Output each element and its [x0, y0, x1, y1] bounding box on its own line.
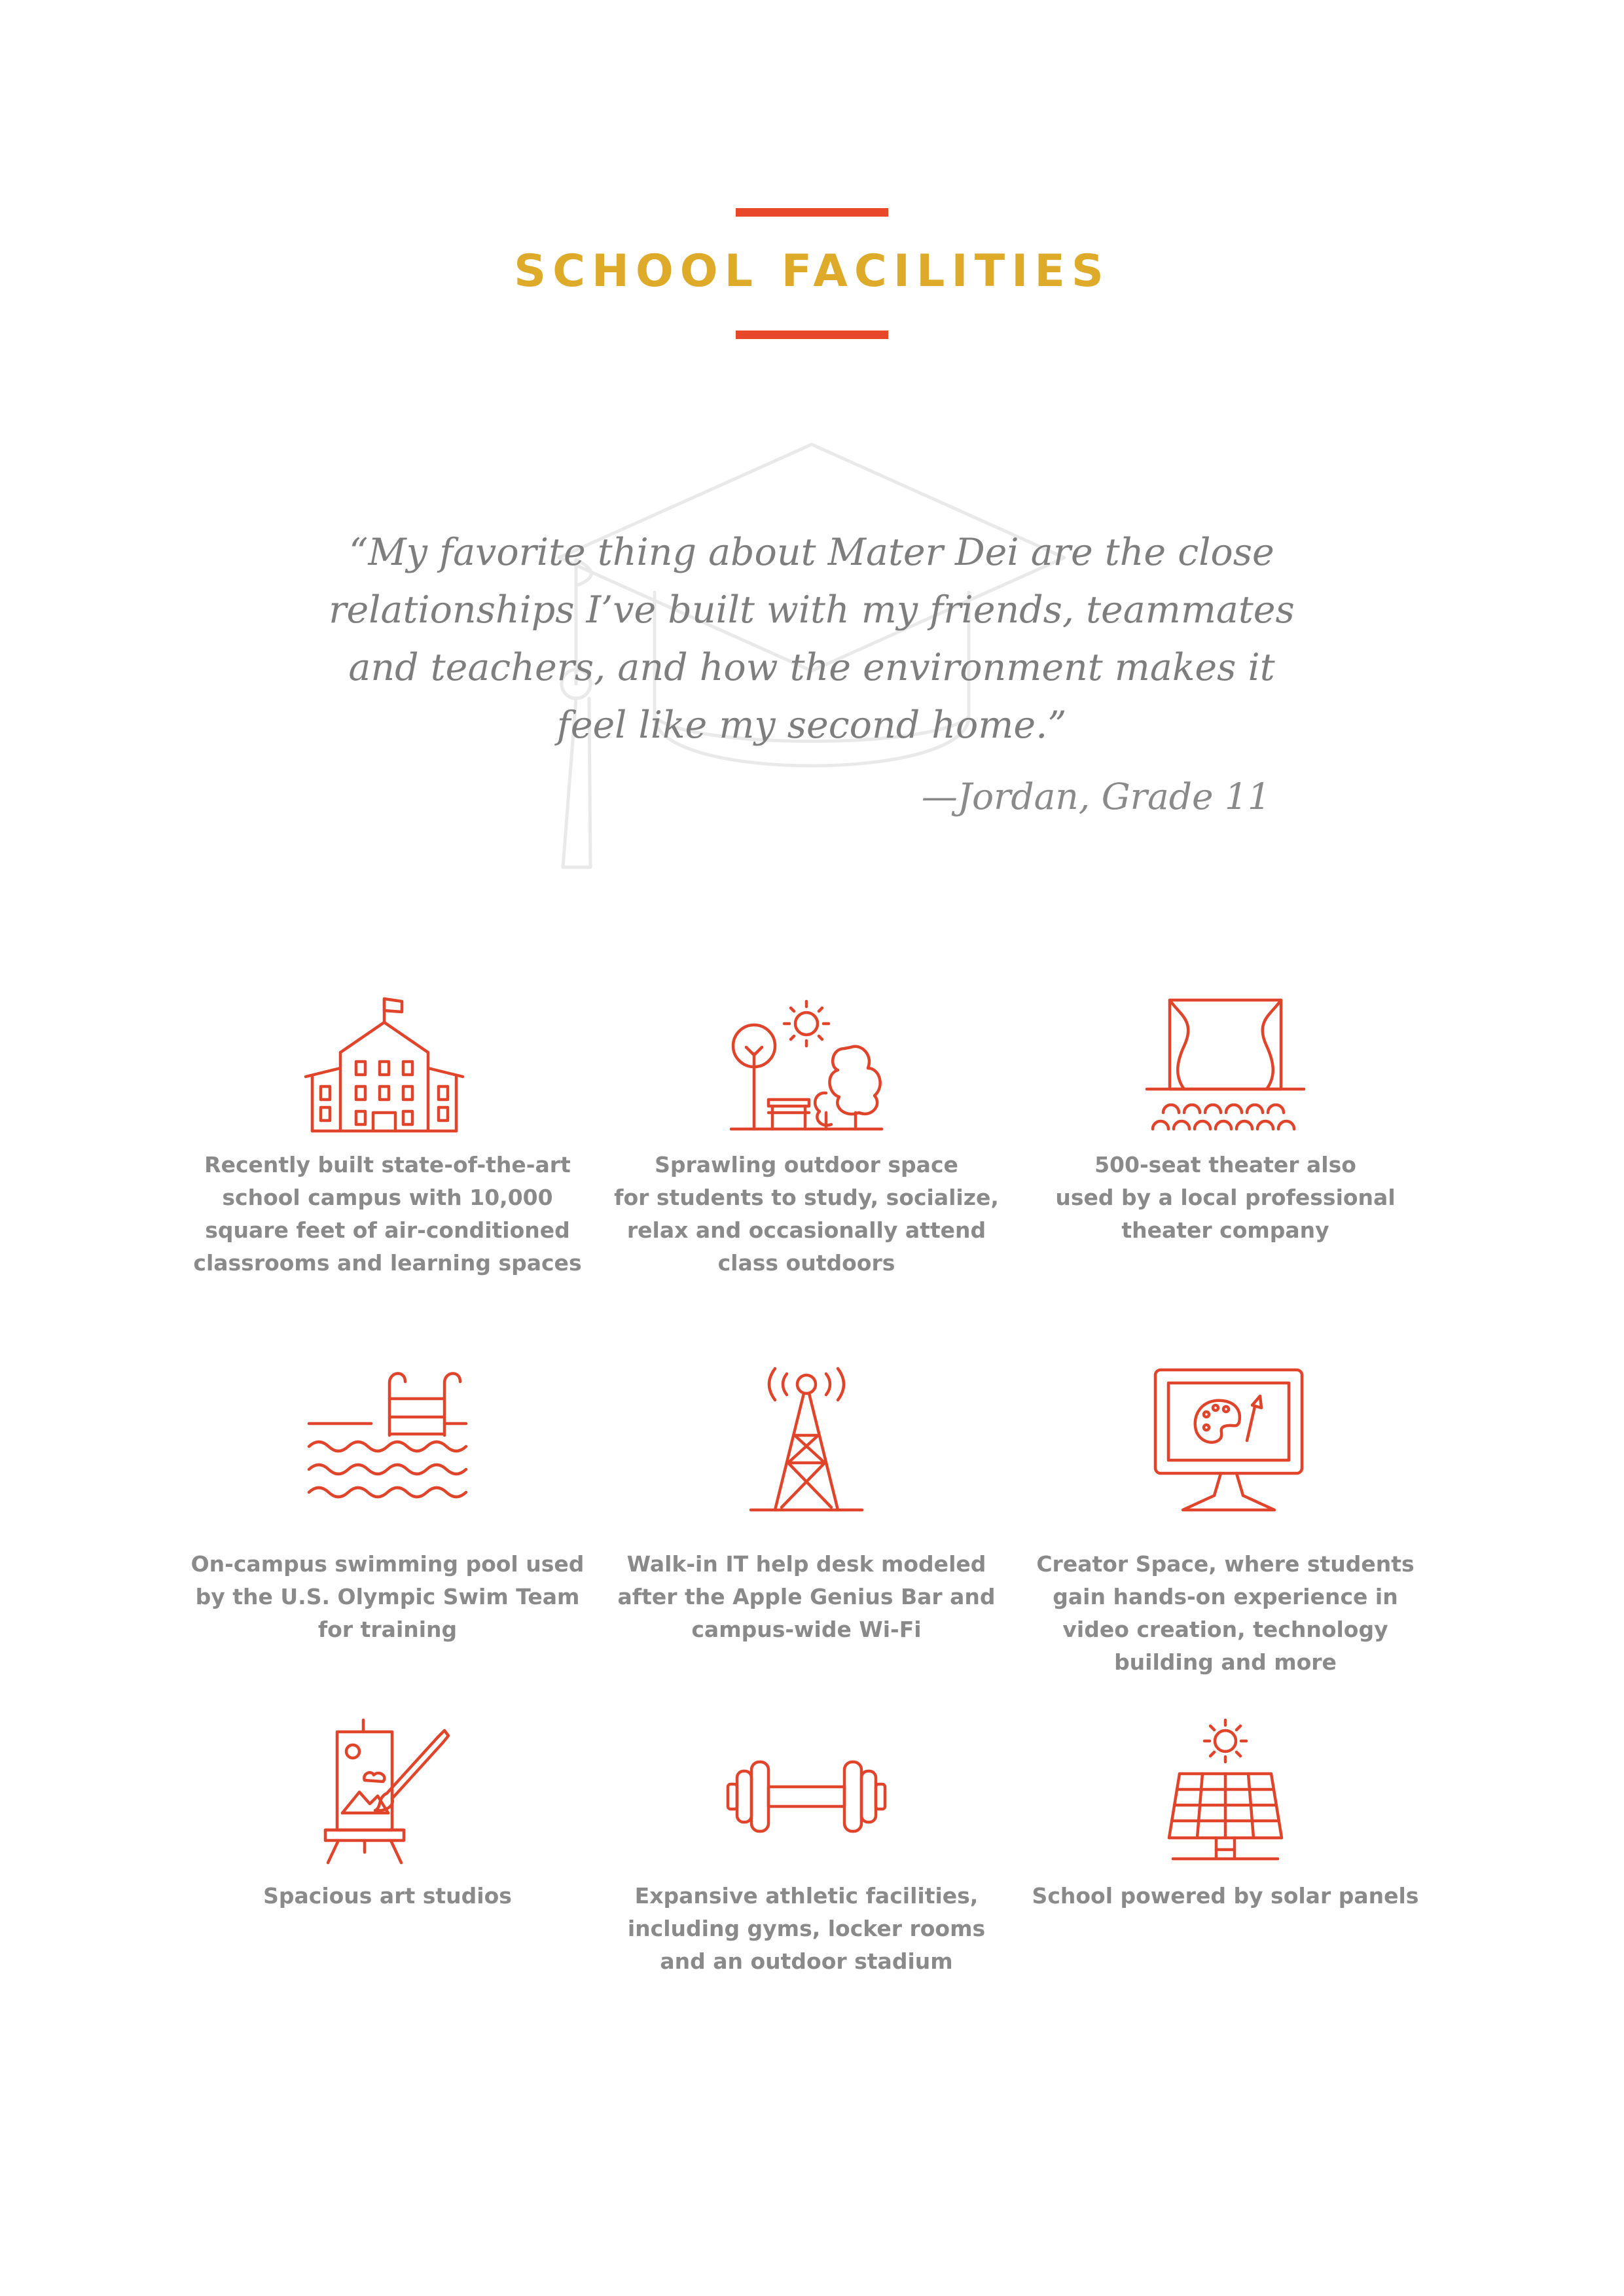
- facility-outdoor-text: Sprawling outdoor space for students to study, socialize, relax and occasionally attend class outdoors: [614, 1152, 999, 1276]
- facility-theater-text: 500-seat theater also used by a local professional theater company: [1055, 1152, 1396, 1243]
- facility-athletic-text: Expansive athletic facilities, including gyms, locker rooms and an outdoor stadium: [627, 1883, 986, 1974]
- easel-icon: [319, 1715, 450, 1865]
- facility-solar-text: School powered by solar panels: [1032, 1883, 1419, 1909]
- school-building-icon: [302, 995, 473, 1139]
- facility-art-text: Spacious art studios: [263, 1883, 512, 1909]
- swimming-pool-icon: [306, 1365, 469, 1509]
- facility-it-text: Walk-in IT help desk modeled after the Apple Genius Bar and campus-wide Wi-Fi: [617, 1551, 996, 1642]
- monitor-palette-icon: [1150, 1365, 1307, 1515]
- theater-icon: [1144, 995, 1314, 1139]
- page-title: SCHOOL FACILITIES: [514, 245, 1110, 297]
- facility-pool-text: On-campus swimming pool used by the U.S. Olympic Swim Team for training: [190, 1551, 585, 1642]
- dumbbell-icon: [725, 1741, 888, 1852]
- solar-panel-icon: [1153, 1715, 1297, 1865]
- park-icon: [728, 995, 885, 1139]
- facility-campus-text: Recently built state-of-the-art school campus with 10,000 square feet of air-conditioned classrooms and learning spaces: [193, 1152, 582, 1276]
- testimonial-quote: “My favorite thing about Mater Dei are the close relationships I’ve built with my friends, teammates and teachers, and how the environment makes it feel like my second home.”: [329, 531, 1295, 747]
- facility-creator-text: Creator Space, where students gain hands-on experience in video creation, technology building and more: [1036, 1551, 1415, 1675]
- title-top-rule: [736, 208, 888, 217]
- title-bottom-rule: [736, 331, 888, 339]
- testimonial-attribution: —Jordan, Grade 11: [921, 776, 1271, 817]
- wifi-tower-icon: [748, 1365, 865, 1515]
